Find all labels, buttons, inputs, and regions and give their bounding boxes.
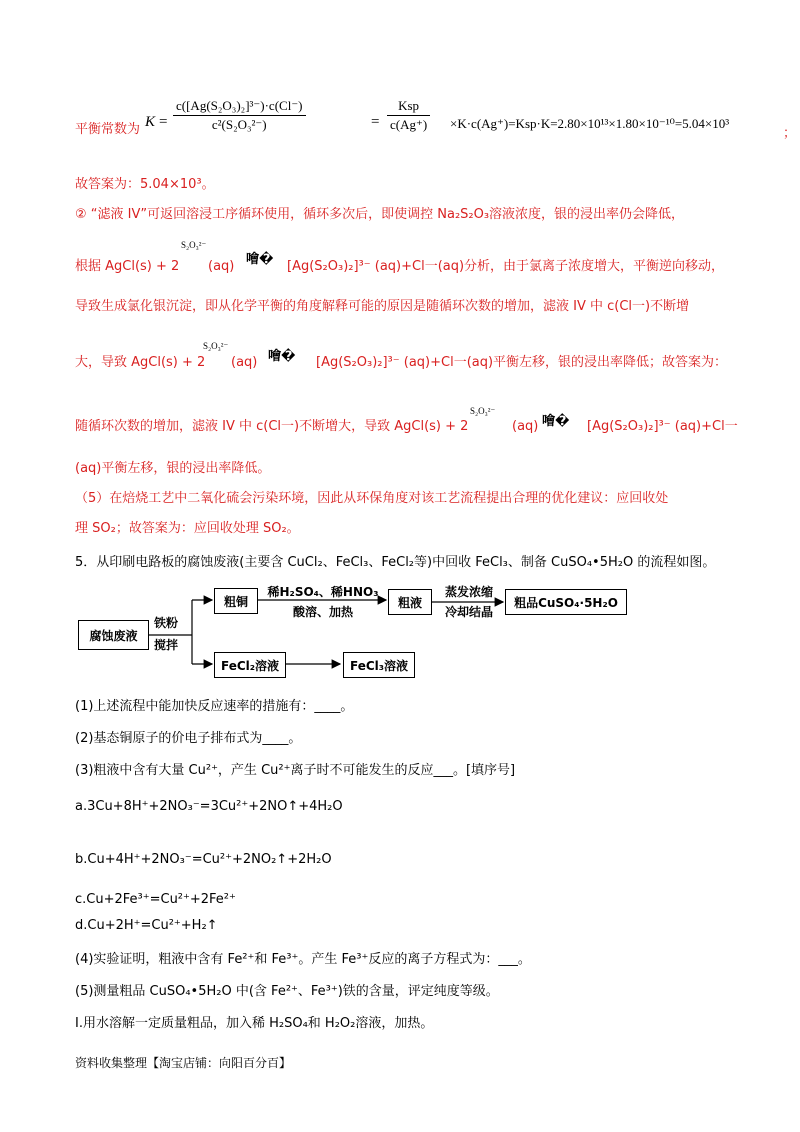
flow-box-waste: 腐蚀废液	[78, 620, 149, 650]
page-footer: 资料收集整理【淘宝店铺：向阳百分百】	[75, 1056, 292, 1070]
fraction-1-denominator: c²(S₂O₃²⁻)	[211, 117, 267, 132]
answer-line-1: 故答案为：5.04×10³。	[75, 177, 215, 192]
answer-line-5a: 大，导致 AgCl(s) + 2	[75, 355, 206, 370]
answer-line-8: （5）在焙烧工艺中二氧化硫会污染环境，因此从环保角度对该工艺流程提出合理的优化建议：应回收处	[75, 491, 669, 506]
s2o3-formula: S₂O₃²⁻	[181, 240, 207, 250]
question-part-4: (4)实验证明，粗液中含有 Fe²⁺和 Fe³⁺。产生 Fe³⁺反应的离子方程式为：___。	[75, 952, 531, 967]
equation-tail: ×K·c(Ag⁺)=Ksp·K=2.80×10¹³×1.80×10⁻¹⁰=5.04×10³	[450, 116, 730, 131]
question-part-5: (5)测量粗品 CuSO₄•5H₂O 中(含 Fe²⁺、Fe³⁺)铁的含量，评定纯度等级。	[75, 984, 499, 999]
flow-box-product: 粗品CuSO₄·5H₂O	[505, 589, 627, 615]
fraction-2-denominator: c(Ag⁺)	[390, 117, 428, 132]
flow-label-iron: 铁粉	[154, 616, 179, 630]
fraction-1-numerator: c([Ag(S₂O₃)₂]³⁻)·c(Cl⁻)	[173, 98, 306, 116]
flow-box-crude-copper: 粗铜	[214, 588, 258, 614]
answer-line-5b: (aq)	[231, 355, 258, 370]
answer-line-7: (aq)平衡左移，银的浸出率降低。	[75, 461, 271, 476]
s2o3-formula: S₂O₃²⁻	[470, 406, 496, 416]
reversible-arrow-icon: 噲�	[542, 414, 570, 429]
equation-prefix: 平衡常数为	[75, 122, 141, 137]
question-part-1: (1)上述流程中能加快反应速率的措施有：____。	[75, 699, 354, 714]
equation-end: ；	[783, 126, 797, 141]
option-b: b.Cu+4H⁺+2NO₃⁻=Cu²⁺+2NO₂↑+2H₂O	[75, 852, 332, 867]
flow-box-fecl2: FeCl₂溶液	[214, 652, 286, 678]
question-part-5-step-1: Ⅰ.用水溶解一定质量粗品，加入稀 H₂SO₄和 H₂O₂溶液，加热。	[75, 1016, 434, 1031]
answer-line-3a: 根据 AgCl(s) + 2	[75, 259, 180, 274]
flow-label-stir: 搅拌	[154, 638, 179, 652]
answer-line-3c: [Ag(S₂O₃)₂]³⁻ (aq)+Cl一(aq)分析，由于氯离子浓度增大，平衡逆向移动，	[287, 259, 725, 274]
answer-line-6a: 随循环次数的增加，滤液 IV 中 c(Cl一)不断增大，导致 AgCl(s) + 2	[75, 419, 469, 434]
flow-label-evaporate: 蒸发浓缩	[444, 585, 493, 599]
option-d: d.Cu+2H⁺=Cu²⁺+H₂↑	[75, 918, 218, 933]
answer-line-4: 导致生成氯化银沉淀，即从化学平衡的角度解释可能的原因是随循环次数的增加，滤液 IV 中 c(Cl一)不断增	[75, 299, 690, 314]
answer-line-6b: (aq)	[512, 419, 539, 434]
flow-box-crude-liquid: 粗液	[388, 589, 432, 615]
answer-line-6c: [Ag(S₂O₃)₂]³⁻ (aq)+Cl一	[587, 419, 738, 434]
flow-box-fecl3: FeCl₃溶液	[343, 652, 415, 678]
option-a: a.3Cu+8H⁺+2NO₃⁻=3Cu²⁺+2NO↑+4H₂O	[75, 799, 343, 814]
fraction-2-numerator: Ksp	[387, 98, 430, 116]
option-c: c.Cu+2Fe³⁺=Cu²⁺+2Fe²⁺	[75, 892, 236, 907]
equation-k: K	[145, 114, 156, 130]
answer-line-9: 理 SO₂；故答案为：应回收处理 SO₂。	[75, 521, 300, 536]
answer-line-5c: [Ag(S₂O₃)₂]³⁻ (aq)+Cl一(aq)平衡左移，银的浸出率降低；故答案为：	[316, 355, 728, 370]
s2o3-formula: S₂O₃²⁻	[203, 341, 229, 351]
flow-label-acids: 稀H₂SO₄、稀HNO₃	[267, 585, 379, 599]
question-part-3: (3)粗液中含有大量 Cu²⁺，产生 Cu²⁺离子时不可能发生的反应___。[填序号]	[75, 763, 516, 778]
question-5-intro: 5．从印刷电路板的腐蚀废液(主要含 CuCl₂、FeCl₃、FeCl₂等)中回收 FeCl₃、制备 CuSO₄•5H₂O 的流程如图。	[75, 555, 716, 570]
answer-line-2: ② “滤液 IV”可返回溶浸工序循环使用，循环多次后，即使调控 Na₂S₂O₃溶液浓度，银的浸出率仍会降低，	[75, 207, 685, 222]
flow-label-dissolve-heat: 酸溶、加热	[292, 605, 353, 619]
answer-line-3b: (aq)	[208, 259, 235, 274]
reversible-arrow-icon: 噲�	[268, 349, 296, 364]
flow-label-crystallize: 冷却结晶	[444, 605, 493, 619]
question-part-2: (2)基态铜原子的价电子排布式为____。	[75, 731, 302, 746]
reversible-arrow-icon: 噲�	[246, 252, 274, 267]
